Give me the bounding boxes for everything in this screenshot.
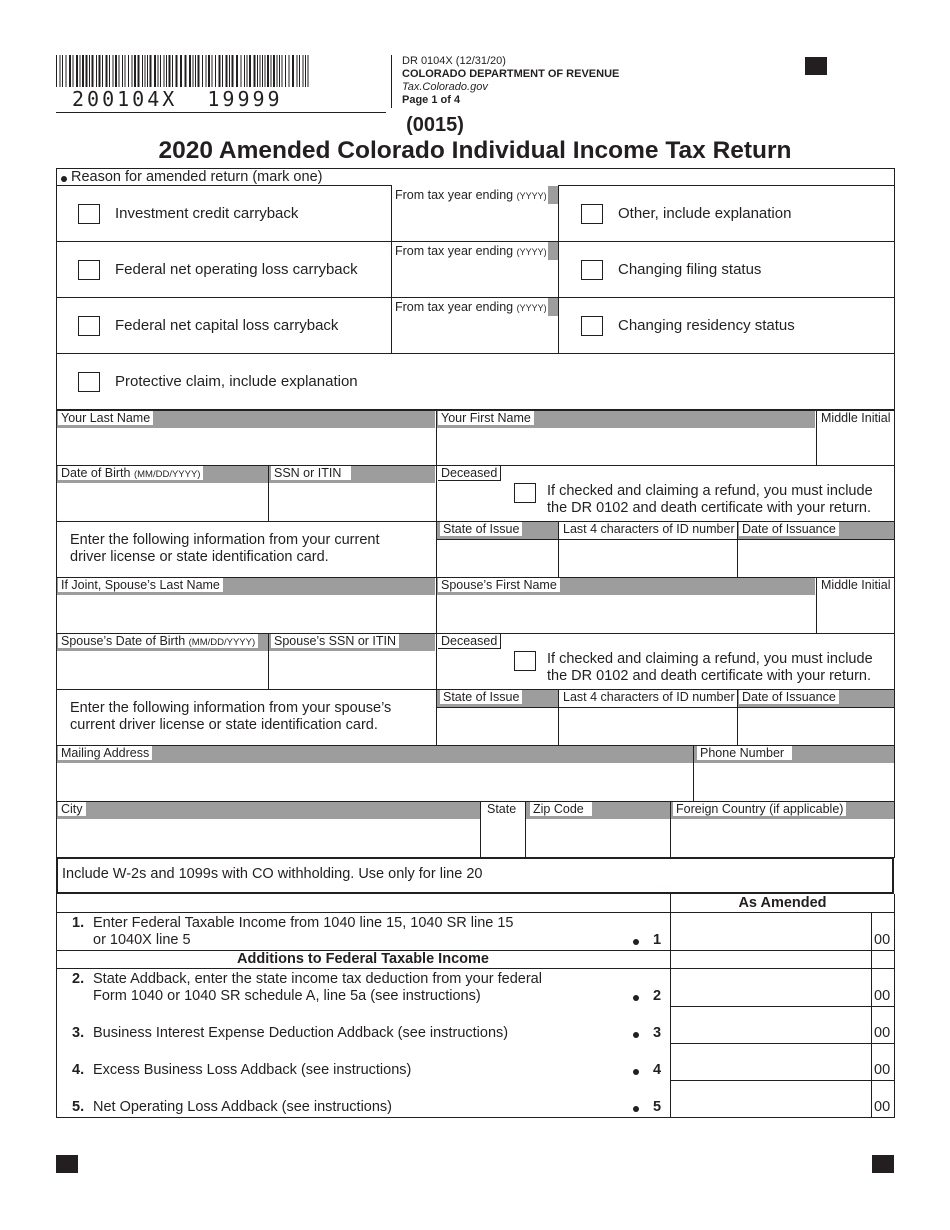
- deceased-checkbox[interactable]: [514, 483, 536, 503]
- tax-year-label-1: From tax year ending (YYYY): [395, 188, 547, 202]
- changing-residency-label: Changing residency status: [618, 317, 795, 334]
- as-amended-header: As Amended: [738, 895, 827, 911]
- line-3-amount[interactable]: [671, 1007, 871, 1043]
- federal-nol-checkbox[interactable]: [78, 260, 100, 280]
- spouse-id-instructions-2: current driver license or state identification card.: [70, 717, 378, 733]
- state-of-issue-field[interactable]: [437, 540, 557, 576]
- federal-capital-loss-checkbox[interactable]: [78, 316, 100, 336]
- spouse-last-name-label: If Joint, Spouse’s Last Name: [58, 578, 223, 592]
- department-name: COLORADO DEPARTMENT OF REVENUE: [402, 68, 620, 80]
- dob-label: Date of Birth (MM/DD/YYYY): [58, 466, 203, 480]
- spouse-dob-field[interactable]: [57, 652, 267, 688]
- first-name-field[interactable]: [437, 428, 815, 464]
- line-4-ref: 4: [653, 1062, 662, 1078]
- line-2-cents: 00: [874, 988, 891, 1004]
- spouse-id-last4-label: Last 4 characters of ID number: [560, 690, 738, 704]
- line-4-cents: 00: [874, 1062, 891, 1078]
- date-issuance-label: Date of Issuance: [739, 522, 839, 536]
- line-2-ref: 2: [653, 988, 662, 1004]
- line-3-number: 3.: [72, 1025, 85, 1041]
- investment-credit-label: Investment credit carryback: [115, 205, 299, 222]
- city-label: City: [58, 802, 86, 816]
- id-last4-label: Last 4 characters of ID number: [560, 522, 738, 536]
- withholding-notice-text: Include W-2s and 1099s with CO withholding. Use only for line 20: [62, 866, 483, 882]
- page-number: Page 1 of 4: [402, 94, 461, 106]
- barcode: [56, 55, 310, 113]
- spouse-deceased-note-1: If checked and claiming a refund, you must include: [547, 651, 873, 667]
- spouse-middle-initial-field[interactable]: [817, 596, 894, 632]
- spouse-ssn-label: Spouse’s SSN or ITIN: [271, 634, 399, 648]
- other-explanation-checkbox[interactable]: [581, 204, 603, 224]
- line-4-amount[interactable]: [671, 1044, 871, 1080]
- spouse-date-issuance-field[interactable]: [738, 708, 894, 744]
- foreign-country-label: Foreign Country (if applicable): [673, 802, 846, 816]
- line-1-cents: 00: [874, 932, 891, 948]
- zip-field[interactable]: [526, 820, 669, 856]
- state-field[interactable]: [481, 820, 524, 856]
- dob-field[interactable]: [57, 484, 267, 520]
- line-2-amount[interactable]: [671, 969, 871, 1006]
- other-explanation-label: Other, include explanation: [618, 205, 792, 222]
- spouse-middle-initial-label: Middle Initial: [818, 578, 893, 592]
- spouse-deceased-checkbox[interactable]: [514, 651, 536, 671]
- first-name-label: Your First Name: [438, 411, 534, 425]
- bottom-right-marker: [872, 1155, 894, 1173]
- barcode-number: 200104X 19999: [72, 87, 283, 111]
- id-last4-field[interactable]: [559, 540, 736, 576]
- tax-year-field-2[interactable]: [392, 261, 557, 296]
- id-instructions-1: Enter the following information from your current: [70, 532, 380, 548]
- spouse-ssn-field[interactable]: [269, 652, 435, 688]
- ssn-label: SSN or ITIN: [271, 466, 351, 480]
- middle-initial-field[interactable]: [817, 428, 894, 464]
- state-label: State: [484, 802, 519, 816]
- changing-filing-status-label: Changing filing status: [618, 261, 762, 278]
- form-code: (0015): [406, 114, 464, 136]
- line-5-ref: 5: [653, 1099, 662, 1115]
- federal-nol-label: Federal net operating loss carryback: [115, 261, 358, 278]
- deceased-note-2: the DR 0102 and death certificate with your return.: [547, 500, 872, 516]
- last-name-field[interactable]: [57, 428, 435, 464]
- line-5-cents: 00: [874, 1099, 891, 1115]
- line-4-number: 4.: [72, 1062, 85, 1078]
- line-3-cents: 00: [874, 1025, 891, 1041]
- line-1-text-2: or 1040X line 5: [93, 932, 191, 948]
- line-1-number: 1.: [72, 915, 85, 931]
- federal-capital-loss-label: Federal net capital loss carryback: [115, 317, 339, 334]
- phone-field[interactable]: [694, 764, 894, 800]
- protective-claim-checkbox[interactable]: [78, 372, 100, 392]
- line-2-text-2: Form 1040 or 1040 SR schedule A, line 5a (see instructions): [93, 988, 481, 1004]
- state-of-issue-label: State of Issue: [440, 522, 522, 536]
- deceased-label: Deceased: [438, 466, 501, 481]
- additions-header: Additions to Federal Taxable Income: [237, 951, 489, 967]
- reasons-heading: Reason for amended return (mark one): [71, 169, 323, 185]
- spouse-date-issuance-label: Date of Issuance: [739, 690, 839, 704]
- spouse-dob-label: Spouse’s Date of Birth (MM/DD/YYYY): [58, 634, 258, 648]
- tax-year-field-3[interactable]: [392, 317, 557, 352]
- tax-year-label-2: From tax year ending (YYYY): [395, 244, 547, 258]
- spouse-state-of-issue-field[interactable]: [437, 708, 557, 744]
- line-3-text-1: Business Interest Expense Deduction Addback (see instructions): [93, 1025, 509, 1041]
- line-2-number: 2.: [72, 971, 85, 987]
- protective-claim-label: Protective claim, include explanation: [115, 373, 358, 390]
- spouse-deceased-label: Deceased: [438, 634, 501, 649]
- barcode-bars: [56, 55, 310, 89]
- spouse-deceased-note-2: the DR 0102 and death certificate with your return.: [547, 668, 872, 684]
- foreign-country-field[interactable]: [671, 820, 894, 856]
- line-3-ref: 3: [653, 1025, 662, 1041]
- city-field[interactable]: [57, 820, 479, 856]
- middle-initial-label: Middle Initial: [818, 411, 893, 425]
- zip-label: Zip Code: [530, 802, 592, 816]
- page-title: 2020 Amended Colorado Individual Income Tax Return: [158, 137, 792, 164]
- line-1-text-1: Enter Federal Taxable Income from 1040 line 15, 1040 SR line 15: [93, 915, 514, 931]
- changing-filing-status-checkbox[interactable]: [581, 260, 603, 280]
- line-5-text-1: Net Operating Loss Addback (see instructions): [93, 1099, 393, 1115]
- last-name-label: Your Last Name: [58, 411, 153, 425]
- mailing-address-label: Mailing Address: [58, 746, 152, 760]
- corner-marker: [805, 57, 827, 75]
- phone-label: Phone Number: [697, 746, 792, 760]
- bottom-left-marker: [56, 1155, 78, 1173]
- spouse-id-instructions-1: Enter the following information from your spouse’s: [70, 700, 392, 716]
- spouse-state-of-issue-label: State of Issue: [440, 690, 522, 704]
- spouse-id-last4-field[interactable]: [559, 708, 736, 744]
- mailing-address-field[interactable]: [57, 764, 692, 800]
- spouse-first-name-field[interactable]: [437, 596, 815, 632]
- line-1-amount[interactable]: [671, 913, 871, 950]
- line-5-number: 5.: [72, 1099, 85, 1115]
- deceased-note-1: If checked and claiming a refund, you must include: [547, 483, 873, 499]
- line-4-text-1: Excess Business Loss Addback (see instructions): [93, 1062, 412, 1078]
- line-5-amount[interactable]: [671, 1081, 871, 1117]
- date-issuance-field[interactable]: [738, 540, 894, 576]
- form-id: DR 0104X (12/31/20): [402, 55, 506, 67]
- id-instructions-2: driver license or state identification card.: [70, 549, 329, 565]
- spouse-last-name-field[interactable]: [57, 596, 435, 632]
- spouse-first-name-label: Spouse’s First Name: [438, 578, 560, 592]
- tax-year-label-3: From tax year ending (YYYY): [395, 300, 547, 314]
- line-1-ref: 1: [653, 932, 662, 948]
- investment-credit-checkbox[interactable]: [78, 204, 100, 224]
- ssn-field[interactable]: [269, 484, 435, 520]
- line-2-text-1: State Addback, enter the state income tax deduction from your federal: [93, 971, 542, 987]
- tax-year-field-1[interactable]: [392, 205, 557, 240]
- changing-residency-checkbox[interactable]: [581, 316, 603, 336]
- website: Tax.Colorado.gov: [402, 81, 488, 93]
